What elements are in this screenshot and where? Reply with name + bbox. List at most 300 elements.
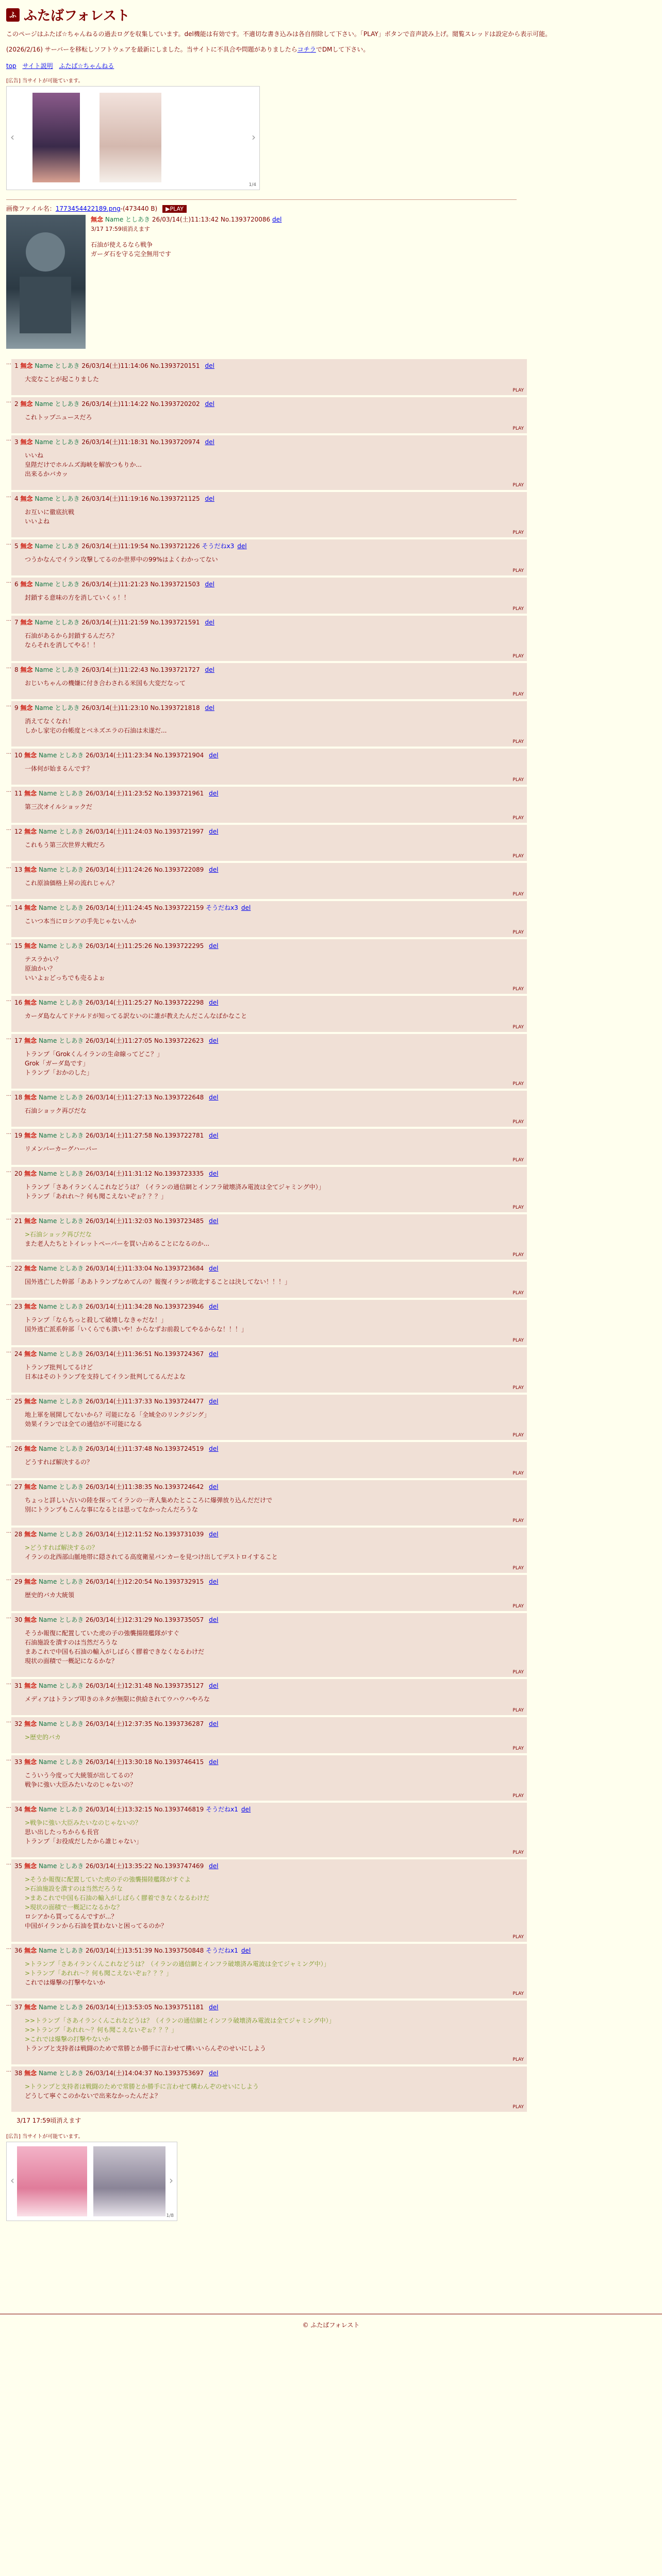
reply-body [25, 1733, 524, 1742]
reply-index: 8 [14, 666, 19, 673]
reply-play-button[interactable]: PLAY [512, 930, 524, 935]
reply-subject: 無念 [24, 1217, 37, 1225]
reply-name: Name [38, 790, 57, 797]
reply-time: 11:36:51 [124, 1350, 153, 1358]
reply [6, 1575, 527, 1611]
reply-header [14, 665, 524, 674]
reply-id: としあき [55, 543, 80, 550]
contact-link[interactable]: コチラ [297, 46, 316, 53]
reply-marker: … [6, 702, 11, 708]
reply-play-button[interactable]: PLAY [512, 1081, 524, 1087]
reply-date: 26/03/14(土) [81, 495, 121, 502]
reply-del-link[interactable]: del [209, 2070, 219, 2077]
reply-line: いいよぉどっちでも売るよぉ [25, 974, 105, 981]
reply-number: No.1393723946 [154, 1303, 204, 1310]
reply-line: 石油ショック再びだな [25, 1107, 87, 1114]
reply-header [14, 1577, 524, 1586]
reply [6, 1480, 527, 1526]
reply-line: こういう今度って大統領が出してるの？ [25, 1772, 137, 1779]
reply-id: としあき [59, 1132, 84, 1139]
reply-del-link[interactable]: del [209, 1578, 219, 1585]
reply-time: 11:31:12 [124, 1170, 153, 1177]
thumbnail-shape [20, 277, 71, 333]
reply-body [25, 1106, 524, 1115]
op-file-link[interactable]: 1773454422189.png [55, 205, 121, 212]
reply-del-link[interactable]: del [241, 1806, 251, 1813]
reply-date: 26/03/14(土) [86, 1616, 125, 1623]
sodane-button[interactable]: そうだねx1 [206, 1947, 238, 1954]
reply-del-link[interactable]: del [209, 1720, 219, 1727]
reply-body [25, 1315, 524, 1334]
reply-play-button[interactable]: PLAY [512, 483, 524, 488]
reply-play-button[interactable]: PLAY [512, 1471, 524, 1476]
reply-index: 28 [14, 1531, 23, 1538]
reply-date: 26/03/14(土) [81, 666, 121, 673]
reply-del-link[interactable]: del [209, 1132, 219, 1139]
reply-play-button[interactable]: PLAY [512, 892, 524, 897]
ad-counter: 1/4 [249, 182, 256, 188]
reply-del-link[interactable]: del [205, 495, 214, 502]
reply-date: 26/03/14(土) [86, 1170, 125, 1177]
reply-time: 11:25:26 [124, 942, 153, 950]
reply-line: >>トランプ「あれれ～？何も聞こえないぞぉ？？？」 [25, 2026, 178, 2033]
reply-id: としあき [59, 1806, 84, 1813]
site-title: ふたばフォレスト [24, 8, 130, 24]
reply-body [25, 451, 524, 479]
notice-line-2: (2026/2/16) サーバーを移転しソフトウェアを最新にしました。当サイトに不具合や問題がありましたらコチラでDMして下さい。 [6, 46, 370, 53]
reply-play-button[interactable]: PLAY [512, 1158, 524, 1163]
reply-header [14, 580, 524, 589]
reply-date: 26/03/14(土) [86, 1398, 125, 1405]
reply-number: No.1393721997 [154, 828, 204, 835]
reply-id: としあき [59, 1445, 84, 1452]
reply-del-link[interactable]: del [209, 1037, 219, 1044]
reply-index: 20 [14, 1170, 23, 1177]
reply-id: としあき [59, 1350, 84, 1358]
reply-id: としあき [59, 1170, 84, 1177]
reply-play-button[interactable]: PLAY [512, 1518, 524, 1523]
reply-name: Name [35, 543, 53, 550]
reply-body [25, 507, 524, 526]
reply-index: 21 [14, 1217, 23, 1225]
reply-play-button[interactable]: PLAY [512, 1385, 524, 1391]
reply-play-button[interactable]: PLAY [512, 692, 524, 697]
reply-header [14, 789, 524, 798]
reply-box [11, 2001, 527, 2064]
reply-index: 1 [14, 362, 19, 369]
reply-index: 18 [14, 1094, 23, 1101]
reply-name: Name [38, 1303, 57, 1310]
reply-date: 26/03/14(土) [86, 1720, 125, 1727]
reply-date: 26/03/14(土) [81, 362, 121, 369]
reply-del-link[interactable]: del [209, 1445, 219, 1452]
reply-date: 26/03/14(土) [86, 790, 125, 797]
reply-index: 30 [14, 1616, 23, 1623]
reply-id: としあき [59, 752, 84, 759]
reply-box [11, 825, 527, 861]
reply-name: Name [38, 1758, 57, 1766]
sodane-button[interactable]: そうだねx1 [206, 1806, 238, 1813]
nav-futaba-link[interactable]: ふたば☆ちゃんねる [59, 62, 114, 70]
reply-header [14, 1036, 524, 1045]
reply-marker: … [6, 1529, 11, 1534]
reply-marker: … [6, 1680, 11, 1686]
reply-subject: 無念 [24, 1483, 37, 1490]
reply-play-button[interactable]: PLAY [512, 654, 524, 659]
reply-date: 26/03/14(土) [86, 1806, 125, 1813]
reply-del-link[interactable]: del [209, 942, 219, 950]
nav-top-link[interactable]: top [6, 62, 16, 70]
reply-line: トランプ「ならちっと殺して破壊しなきゃだな！」 [25, 1316, 168, 1324]
reply-line: そうか報復に配置していた虎の子の強襲揚陸艦隊がすぐ [25, 1630, 180, 1637]
reply [6, 863, 527, 899]
sodane-button[interactable]: そうだねx3 [202, 543, 235, 550]
reply-play-button[interactable]: PLAY [512, 1252, 524, 1258]
reply-box [11, 616, 527, 661]
reply-del-link[interactable]: del [209, 1265, 219, 1272]
reply-box [11, 578, 527, 614]
reply-del-link[interactable]: del [209, 1217, 219, 1225]
site-header [6, 5, 656, 24]
reply-line: Grok「ガーダ島です」 [25, 1060, 89, 1067]
ad-image[interactable] [32, 93, 80, 182]
site-logo[interactable]: ふ [6, 8, 20, 22]
reply-del-link[interactable]: del [209, 1398, 219, 1405]
reply-date: 26/03/14(土) [86, 1132, 125, 1139]
reply-index: 31 [14, 1682, 23, 1689]
reply-line: >石油ショック再びだな [25, 1231, 92, 1238]
reply-play-button[interactable]: PLAY [512, 777, 524, 783]
reply-number: No.1393720974 [150, 438, 200, 446]
chevron-right-icon[interactable]: › [252, 131, 256, 143]
reply-play-button[interactable]: PLAY [512, 1120, 524, 1125]
reply-play-button[interactable]: PLAY [512, 530, 524, 535]
reply-time: 13:53:05 [124, 2004, 153, 2011]
reply-play-button[interactable]: PLAY [512, 2105, 524, 2110]
reply [6, 1859, 527, 1942]
reply-line: ロシアから買ってるんですが...？ [25, 1913, 118, 1920]
reply [6, 787, 527, 823]
reply [6, 1091, 527, 1127]
reply-play-button[interactable]: PLAY [512, 606, 524, 612]
reply-time: 11:24:03 [124, 828, 153, 835]
reply-header [14, 437, 524, 447]
reply-line: また老人たちとトイレットペーパーを買い占めることになるのか... [25, 1240, 210, 1247]
reply-del-link[interactable]: del [209, 1483, 219, 1490]
op-play-button[interactable]: ▶PLAY [162, 205, 187, 213]
reply-play-button[interactable]: PLAY [512, 2057, 524, 2062]
reply-box [11, 1528, 527, 1573]
reply-marker: … [6, 1130, 11, 1136]
reply-subject: 無念 [20, 619, 33, 626]
reply-time: 11:27:58 [124, 1132, 153, 1139]
reply-name: Name [38, 904, 57, 911]
reply-marker: … [6, 1614, 11, 1620]
reply-box [11, 1442, 527, 1478]
reply-body [25, 1230, 524, 1248]
reply-marker: … [6, 750, 11, 755]
reply-id: としあき [59, 1862, 84, 1870]
reply-id: としあき [59, 1720, 84, 1727]
ad-image[interactable] [93, 2146, 166, 2216]
reply-subject: 無念 [24, 999, 37, 1006]
thread-expire-note: 3/17 17:59頃消えます [16, 2117, 81, 2124]
reply-marker: … [6, 1035, 11, 1041]
reply-line: イランの北西部山脈地帯に隠されてる高度衛星バンカーを見つけ出してデストロイすること [25, 1553, 278, 1561]
reply-line: >トランプ「あれれ～？何も聞こえないぞぉ？？？」 [25, 1970, 173, 1977]
reply [6, 539, 527, 575]
reply-play-button[interactable]: PLAY [512, 739, 524, 744]
reply-number: No.1393735127 [154, 1682, 204, 1689]
reply-marker: … [6, 1945, 11, 1951]
reply-marker: … [6, 664, 11, 670]
reply-box [11, 1129, 527, 1165]
reply-del-link[interactable]: del [209, 1170, 219, 1177]
reply-body [25, 1590, 524, 1600]
reply-line: どうすれば解決するの？ [25, 1459, 93, 1466]
nav-about-link[interactable]: サイト説明 [22, 62, 53, 70]
reply-del-link[interactable]: del [209, 1350, 219, 1358]
reply-box [11, 939, 527, 994]
chevron-right-icon[interactable]: › [169, 2174, 173, 2187]
reply-play-button[interactable]: PLAY [512, 816, 524, 821]
reply-subject: 無念 [20, 581, 33, 588]
reply-play-button[interactable]: PLAY [512, 426, 524, 431]
reply-number: No.1393724519 [154, 1445, 204, 1452]
reply-play-button[interactable]: PLAY [512, 854, 524, 859]
reply-marker: … [6, 540, 11, 546]
reply-header [14, 1805, 524, 1814]
reply-play-button[interactable]: PLAY [512, 987, 524, 992]
reply-play-button[interactable]: PLAY [512, 1433, 524, 1438]
reply [6, 1528, 527, 1573]
reply-del-link[interactable]: del [209, 2004, 219, 2011]
reply-time: 11:19:16 [120, 495, 148, 502]
reply-date: 26/03/14(土) [86, 2070, 125, 2077]
reply-time: 11:32:03 [124, 1217, 153, 1225]
reply-index: 10 [14, 752, 23, 759]
reply-name: Name [38, 1806, 57, 1813]
reply-date: 26/03/14(土) [86, 942, 125, 950]
reply [6, 1613, 527, 1677]
reply-number: No.1393722648 [154, 1094, 204, 1101]
reply-id: としあき [55, 438, 80, 446]
reply-line: 歴史的バカ大統領 [25, 1591, 75, 1599]
reply-body [25, 1182, 524, 1201]
reply-del-link[interactable]: del [209, 1303, 219, 1310]
reply-header [14, 1216, 524, 1226]
reply-number: No.1393721226 [150, 543, 200, 550]
reply-play-button[interactable]: PLAY [512, 1291, 524, 1296]
reply-del-link[interactable]: del [209, 1531, 219, 1538]
reply-number: No.1393724367 [154, 1350, 204, 1358]
reply-play-button[interactable]: PLAY [512, 1025, 524, 1030]
reply-line: >そうか報復に配置していた虎の子の強襲揚陸艦隊がすぐよ [25, 1876, 191, 1883]
reply-time: 11:27:05 [124, 1037, 153, 1044]
reply-number: No.1393723684 [154, 1265, 204, 1272]
ad-image[interactable] [100, 93, 161, 182]
reply-box [11, 1091, 527, 1127]
reply [6, 939, 527, 994]
reply-header [14, 1757, 524, 1767]
reply-play-button[interactable]: PLAY [512, 1670, 524, 1675]
reply-name: Name [38, 1132, 57, 1139]
reply-name: Name [35, 619, 53, 626]
reply-marker: … [6, 436, 11, 442]
reply [6, 1944, 527, 1998]
reply-play-button[interactable]: PLAY [512, 1793, 524, 1799]
reply-del-link[interactable]: del [209, 828, 219, 835]
reply-del-link[interactable]: del [205, 362, 214, 369]
reply-play-button[interactable]: PLAY [512, 1338, 524, 1343]
reply-date: 26/03/14(土) [86, 866, 125, 873]
reply-id: としあき [59, 1531, 84, 1538]
reply-del-link[interactable]: del [205, 666, 214, 673]
reply-header [14, 1946, 524, 1955]
reply-index: 27 [14, 1483, 23, 1490]
ad-label: [広告] 当サイトが可能ています。 [6, 78, 84, 84]
reply-header [14, 399, 524, 409]
reply-play-button[interactable]: PLAY [512, 388, 524, 393]
reply-del-link[interactable]: del [209, 1758, 219, 1766]
reply-play-button[interactable]: PLAY [512, 1205, 524, 1210]
reply-del-link[interactable]: del [209, 866, 219, 873]
reply-play-button[interactable]: PLAY [512, 1604, 524, 1609]
chevron-left-icon[interactable]: ‹ [10, 2174, 14, 2187]
sodane-button[interactable]: そうだねx3 [206, 904, 238, 911]
reply-del-link[interactable]: del [209, 752, 219, 759]
reply-del-link[interactable]: del [237, 543, 247, 550]
reply-play-button[interactable]: PLAY [512, 1708, 524, 1713]
reply-play-button[interactable]: PLAY [512, 1850, 524, 1855]
reply-time: 11:19:54 [120, 543, 148, 550]
reply-body [25, 413, 524, 422]
reply-id: としあき [59, 904, 84, 911]
reply-del-link[interactable]: del [241, 904, 251, 911]
thumbnail-shape [26, 232, 65, 272]
reply-index: 32 [14, 1720, 23, 1727]
reply-number: No.1393720151 [150, 362, 200, 369]
reply-subject: 無念 [24, 828, 37, 835]
reply-body [25, 1818, 524, 1846]
reply-del-link[interactable]: del [209, 1094, 219, 1101]
reply-body [25, 717, 524, 735]
reply-id: としあき [59, 1758, 84, 1766]
reply-header [14, 1719, 524, 1728]
reply-del-link[interactable]: del [209, 790, 219, 797]
reply-marker: … [6, 940, 11, 946]
op-del-link[interactable]: del [272, 216, 282, 223]
reply-box [11, 901, 527, 937]
reply-date: 26/03/14(土) [86, 752, 125, 759]
reply-play-button[interactable]: PLAY [512, 1566, 524, 1571]
reply-subject: 無念 [20, 543, 33, 550]
reply-subject: 無念 [24, 904, 37, 911]
ad-carousel-bottom[interactable] [6, 2142, 177, 2221]
reply-header [14, 1397, 524, 1406]
reply-number: No.1393721591 [150, 619, 200, 626]
reply-box [11, 1262, 527, 1298]
reply-subject: 無念 [24, 752, 37, 759]
reply-del-link[interactable]: del [209, 999, 219, 1006]
reply-line: 国外逃亡派系幹部「いくらでも潰いや！からなずお前殺してやるからな！！！」 [25, 1326, 247, 1333]
reply-number: No.1393731039 [154, 1531, 204, 1538]
reply-box [11, 1755, 527, 1801]
reply-index: 36 [14, 1947, 23, 1954]
reply-box [11, 1803, 527, 1857]
reply-line: 第三次オイルショックだ [25, 803, 92, 810]
reply-number: No.1393722781 [154, 1132, 204, 1139]
reply [6, 435, 527, 490]
reply [6, 1300, 527, 1345]
reply-del-link[interactable]: del [209, 1862, 219, 1870]
reply-body [25, 1543, 524, 1562]
reply-del-link[interactable]: del [205, 704, 214, 711]
reply [6, 1129, 527, 1165]
reply-subject: 無念 [24, 1132, 37, 1139]
reply [6, 996, 527, 1032]
reply-del-link[interactable]: del [209, 1616, 219, 1623]
reply-line: メディアはトランプ叩きのネタが無限に供給されてウハウハやろな [25, 1696, 210, 1703]
reply-del-link[interactable]: del [205, 438, 214, 446]
reply-line: これでは爆撃の打撃やないか [25, 1979, 106, 1986]
reply-play-button[interactable]: PLAY [512, 1746, 524, 1751]
chevron-left-icon[interactable]: ‹ [10, 131, 14, 143]
reply-marker: … [6, 1168, 11, 1174]
reply-del-link[interactable]: del [205, 619, 214, 626]
reply-date: 26/03/14(土) [86, 1217, 125, 1225]
reply-body [25, 764, 524, 773]
reply-name: Name [38, 2004, 57, 2011]
reply-body [25, 1458, 524, 1467]
reply-play-button[interactable]: PLAY [512, 568, 524, 573]
reply-subject: 無念 [24, 1037, 37, 1044]
reply-play-button[interactable]: PLAY [512, 1991, 524, 1996]
reply-body [25, 955, 524, 982]
reply-name: Name [35, 495, 53, 502]
ad-image[interactable] [17, 2146, 87, 2216]
reply-marker: … [6, 1804, 11, 1809]
ad-carousel-top[interactable] [6, 86, 260, 190]
reply-del-link[interactable]: del [205, 581, 214, 588]
reply-header [14, 1861, 524, 1871]
reply-index: 23 [14, 1303, 23, 1310]
reply-id: としあき [59, 1265, 84, 1272]
reply-marker: … [6, 1396, 11, 1401]
reply-number: No.1393723335 [154, 1170, 204, 1177]
reply-box [11, 1944, 527, 1998]
reply-body [25, 1496, 524, 1514]
reply-play-button[interactable]: PLAY [512, 1935, 524, 1940]
reply-del-link[interactable]: del [241, 1947, 251, 1954]
reply-marker: … [6, 1481, 11, 1487]
reply [6, 1347, 527, 1393]
reply-time: 12:31:48 [124, 1682, 153, 1689]
reply-number: No.1393721727 [150, 666, 200, 673]
reply-del-link[interactable]: del [205, 400, 214, 408]
reply-date: 26/03/14(土) [81, 704, 121, 711]
reply-del-link[interactable]: del [209, 1682, 219, 1689]
reply-body [25, 1959, 524, 1987]
reply-subject: 無念 [20, 362, 33, 369]
op-thumbnail[interactable] [6, 215, 86, 349]
reply-marker: … [6, 617, 11, 622]
reply-marker: … [6, 788, 11, 793]
reply-name: Name [38, 1170, 57, 1177]
reply-subject: 無念 [24, 1806, 37, 1813]
reply-header [14, 1681, 524, 1690]
reply-body [25, 1277, 524, 1286]
